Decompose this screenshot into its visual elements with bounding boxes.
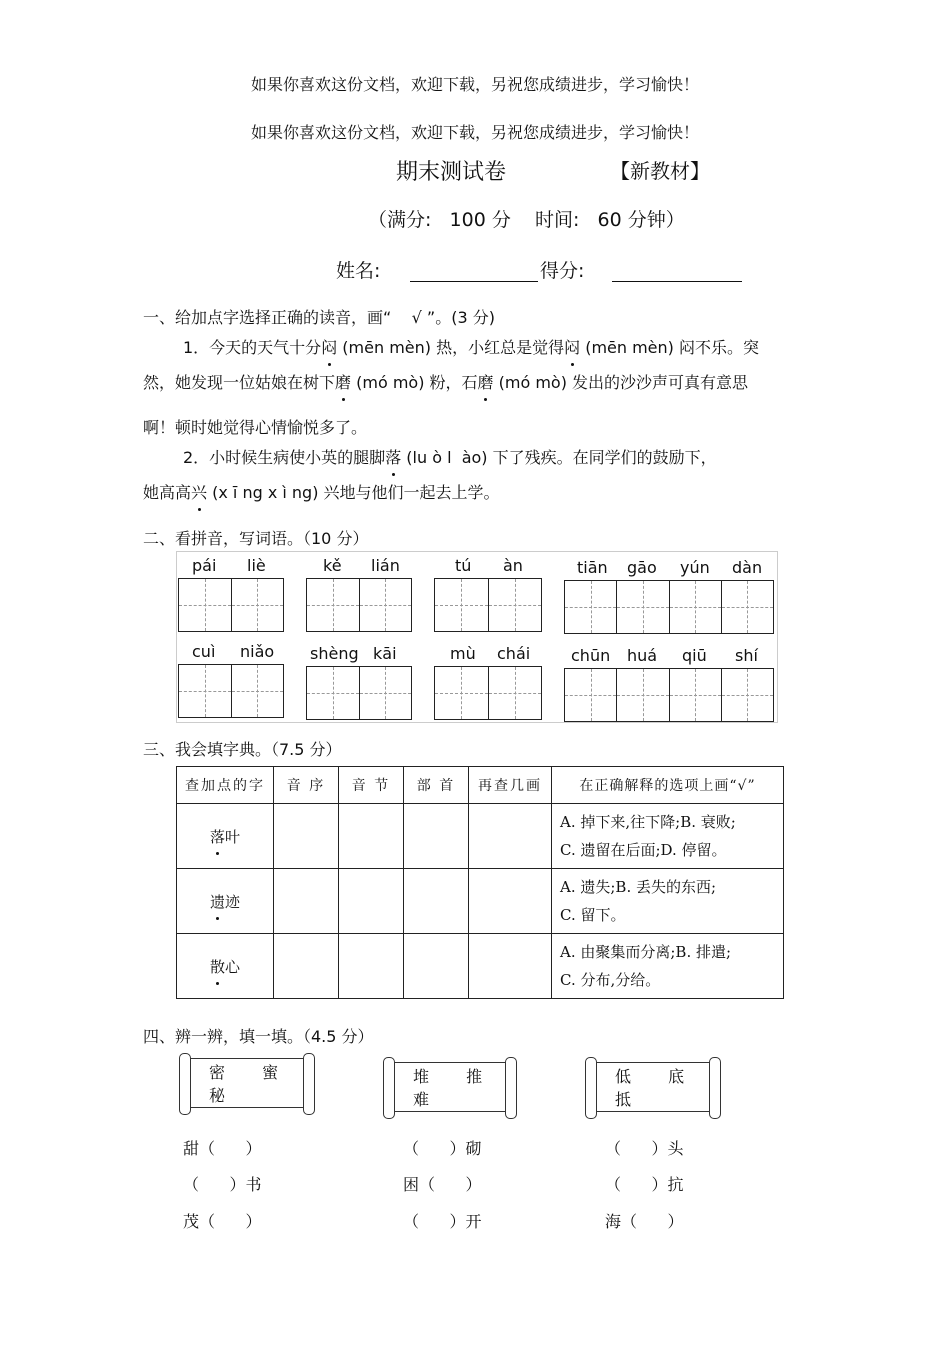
q2-line1: 2．小时候生病使小英的腿脚落 (lu ò l ào) 下了残疾。在同学们的鼓励下， — [183, 448, 717, 467]
pinyin: lián — [371, 556, 400, 575]
writing-box[interactable] — [178, 664, 284, 718]
pinyin: qiū — [682, 646, 707, 665]
answer-cell[interactable] — [274, 804, 339, 869]
section3-heading: 三、我会填字典。（7.5 分） — [143, 740, 342, 759]
col-header: 部 首 — [404, 767, 469, 804]
pinyin: yún — [680, 558, 710, 577]
pinyin: gāo — [627, 558, 657, 577]
fill-blank[interactable]: （ ）书 — [183, 1175, 262, 1194]
answer-cell[interactable] — [339, 934, 404, 999]
table-row — [177, 934, 784, 999]
section2-heading: 二、看拼音，写词语。（10 分） — [143, 529, 369, 548]
answer-cell[interactable] — [404, 934, 469, 999]
answer-cell[interactable] — [274, 869, 339, 934]
word-scroll-3: 低 底 抵 — [590, 1062, 716, 1112]
options-cell[interactable]: A. 掉下来,往下降;B. 衰败; C. 遗留在后面;D. 停留。 — [552, 804, 784, 869]
dictionary-table — [176, 766, 784, 999]
pinyin: liè — [247, 556, 266, 575]
section4-heading: 四、辨一辨，填一填。（4.5 分） — [143, 1027, 374, 1046]
word-scroll-2: 堆 推 难 — [388, 1062, 512, 1112]
pinyin: kāi — [373, 644, 397, 663]
pinyin: mù — [450, 644, 476, 663]
q1-line1: 1．今天的天气十分闷 (mēn mèn) 热，小红总是觉得闷 (mēn mèn) 闷不乐。突 — [183, 338, 759, 357]
pinyin: tú — [455, 556, 472, 575]
q2-line2: 她高高兴 (x ī ng x ì ng) 兴地与他们一起去上学。 — [143, 483, 500, 502]
pinyin: shí — [735, 646, 758, 665]
word-scroll-1: 密 蜜 秘 — [184, 1058, 310, 1108]
q1-line3: 啊！顿时她觉得心情愉悦多了。 — [143, 418, 368, 437]
answer-cell[interactable] — [469, 934, 552, 999]
edition-tag: 【新教材】 — [610, 159, 710, 183]
query-word: 遗迹 — [177, 869, 274, 934]
options-cell[interactable]: A. 遗失;B. 丢失的东西; C. 留下。 — [552, 869, 784, 934]
promo-line-2: 如果你喜欢这份文档，欢迎下载，另祝您成绩进步，学习愉快！ — [250, 123, 699, 142]
fill-blank[interactable]: （ ）抗 — [605, 1175, 684, 1194]
answer-cell[interactable] — [274, 934, 339, 999]
writing-box[interactable] — [564, 668, 774, 722]
name-blank[interactable] — [410, 280, 538, 282]
col-header: 查加点的字 — [177, 767, 274, 804]
table-row — [177, 869, 784, 934]
pinyin: huá — [627, 646, 658, 665]
pinyin: kě — [323, 556, 342, 575]
pinyin: dàn — [732, 558, 763, 577]
writing-box[interactable] — [306, 666, 412, 720]
fill-blank[interactable]: （ ）头 — [605, 1139, 684, 1158]
pinyin: shèng — [310, 644, 359, 663]
fill-blank[interactable]: 困（ ） — [403, 1175, 482, 1194]
page-title: 期末测试卷 — [396, 160, 507, 185]
q1-line2: 然，她发现一位姑娘在树下磨 (mó mò) 粉，石磨 (mó mò) 发出的沙沙声可真有意思 — [143, 373, 749, 392]
name-label: 姓名: — [336, 260, 381, 282]
pinyin: chūn — [571, 646, 611, 665]
section1-heading: 一、给加点字选择正确的读音，画“ √ ”。(3 分) — [143, 308, 495, 327]
pinyin: cuì — [192, 642, 216, 661]
query-word: 落叶 — [177, 804, 274, 869]
score-time-info: （满分: 100 分 时间: 60 分钟） — [368, 209, 685, 231]
col-header: 音 节 — [339, 767, 404, 804]
pinyin: niǎo — [240, 642, 275, 661]
col-header: 在正确解释的选项上画“√” — [552, 767, 784, 804]
score-label: 得分: — [540, 260, 585, 282]
writing-box[interactable] — [564, 580, 774, 634]
col-header: 再查几画 — [469, 767, 552, 804]
pinyin: chái — [497, 644, 531, 663]
pinyin: tiān — [577, 558, 608, 577]
fill-blank[interactable]: （ ）开 — [403, 1212, 482, 1231]
promo-line-1: 如果你喜欢这份文档，欢迎下载，另祝您成绩进步，学习愉快！ — [250, 75, 699, 94]
fill-blank[interactable]: 海（ ） — [605, 1212, 684, 1231]
answer-cell[interactable] — [339, 804, 404, 869]
answer-cell[interactable] — [404, 869, 469, 934]
writing-box[interactable] — [178, 578, 284, 632]
pinyin: pái — [192, 556, 217, 575]
answer-cell[interactable] — [469, 804, 552, 869]
query-word: 散心 — [177, 934, 274, 999]
writing-box[interactable] — [306, 578, 412, 632]
answer-cell[interactable] — [469, 869, 552, 934]
fill-blank[interactable]: 茂（ ） — [183, 1212, 262, 1231]
fill-blank[interactable]: 甜（ ） — [183, 1139, 262, 1158]
fill-blank[interactable]: （ ）砌 — [403, 1139, 482, 1158]
answer-cell[interactable] — [404, 804, 469, 869]
col-header: 音 序 — [274, 767, 339, 804]
options-cell[interactable]: A. 由聚集而分离;B. 排遣; C. 分布,分给。 — [552, 934, 784, 999]
answer-cell[interactable] — [339, 869, 404, 934]
writing-box[interactable] — [434, 666, 542, 720]
score-blank[interactable] — [612, 280, 742, 282]
pinyin: àn — [503, 556, 523, 575]
table-row — [177, 804, 784, 869]
writing-box[interactable] — [434, 578, 542, 632]
